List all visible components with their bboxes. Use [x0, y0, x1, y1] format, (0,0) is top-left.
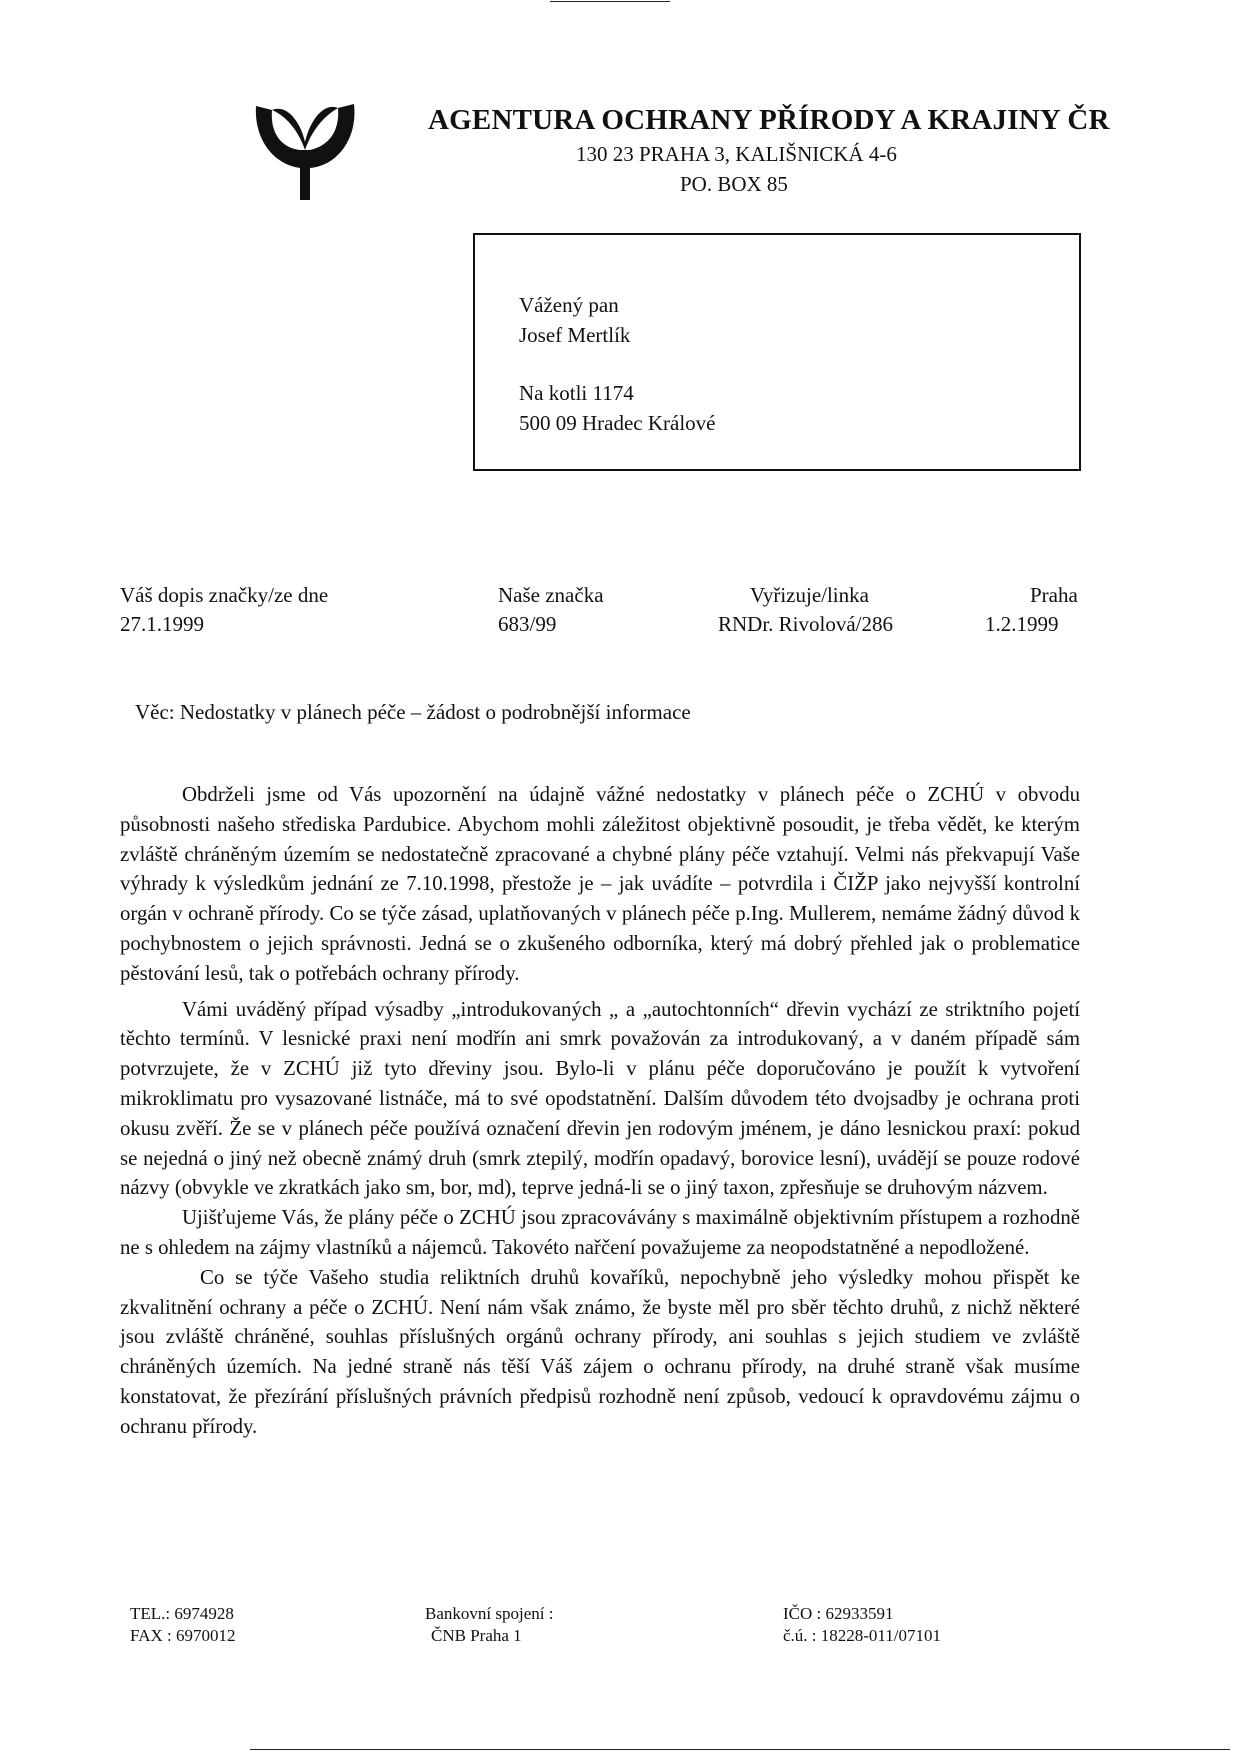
handled-by-value: RNDr. Rivolová/286 [718, 612, 894, 636]
org-address: 130 23 PRAHA 3, KALIŠNICKÁ 4-6 [576, 142, 897, 166]
leaf-emblem-icon [250, 98, 360, 206]
letter-body [120, 780, 1080, 1442]
body-paragraph: Obdrželi jsme od Vás upozornění na údajně vážné nedostatky v plánech péče o ZCHÚ v obvodu působnosti našeho střediska Pardubice. Abychom mohli záležitost objektivně posoudit, je třeba vědět, ke kterým zvláště chráněným územím se nedostatečně zpracované a chybné plány péče vztahují. Velmi nás překvapují Vaše výhrady k výsledkům jednání ze 7.10.1998, přestože je – jak uvádíte – potvrdila i ČIŽP jako nejvyšší kontrolní orgán v ochraně přírody. Co se týče zásad, uplatňovaných v plánech péče p.Ing. Mullerem, nemáme žádný důvod k pochybnostem o jejich správnosti. Jedná se o zkušeného odborníka, který má dobrý přehled jak o problematice pěstování lesů, tak o potřebách ochrany přírody. [120, 783, 1080, 985]
footer-account: č.ú. : 18228-011/07101 [783, 1626, 942, 1645]
recipient-street: Na kotli 1174 [519, 381, 634, 405]
footer-tel: TEL.: 6974928 [130, 1604, 234, 1623]
footer-ico: IČO : 62933591 [783, 1604, 894, 1623]
footer-ids [783, 1603, 941, 1647]
subject-line: Věc: Nedostatky v plánech péče – žádost o podrobnější informace [135, 700, 691, 724]
recipient-salutation: Vážený pan [519, 293, 619, 317]
place-label: Praha [1030, 583, 1078, 607]
top-scan-line [550, 1, 670, 2]
footer-fax: FAX : 6970012 [130, 1626, 236, 1645]
letter-date: 1.2.1999 [985, 612, 1059, 636]
your-letter-value: 27.1.1999 [120, 612, 204, 636]
recipient-city: 500 09 Hradec Králové [519, 411, 716, 435]
body-paragraph: Ujišťujeme Vás, že plány péče o ZCHÚ jsou zpracovávány s maximálně objektivním přístupem a rozhodně ne s ohledem na zájmy vlastníků a nájemců. Takovéto nařčení považujeme za neopodstatněné a nepodložené. [120, 1206, 1080, 1259]
your-letter-label: Váš dopis značky/ze dne [120, 583, 329, 607]
body-paragraph: Co se týče Vašeho studia reliktních druhů kovaříků, nepochybně jeho výsledky mohou přispět ke zkvalitnění ochrany a péče o ZCHÚ. Není nám však známo, že byste měl pro sběr těchto druhů, z nichž některé jsou zvláště chráněné, souhlas příslušných orgánů ochrany přírody, ani souhlas s jejich studiem ve zvláště chráněných územích. Na jedné straně nás těší Váš zájem o ochranu přírody, na druhé straně však musíme konstatovat, že přezírání příslušných právních předpisů rozhodně není způsob, vedoucí k opravdovému zájmu o ochranu přírody. [120, 1265, 1080, 1438]
org-name: AGENTURA OCHRANY PŘÍRODY A KRAJINY ČR [428, 104, 1110, 136]
handled-by-label: Vyřizuje/linka [750, 583, 869, 607]
footer-bank [425, 1603, 553, 1647]
footer-bank-value: ČNB Praha 1 [431, 1626, 522, 1645]
body-paragraph: Vámi uváděný případ výsadby „introdukovaných „ a „autochtonních“ dřevin vychází ze striktního pojetí těchto termínů. V lesnické praxi není modřín ani smrk považován za introdukovaný, a v daném případě sám potvrzujete, že v ZCHÚ již tyto dřeviny jsou. Bylo-li v plánu péče doporučováno je použít k vytvoření mikroklimatu pro vysazované listnáče, má to své opodstatnění. Dalším důvodem této dvojsadby je ochrana proti okusu zvěří. Že se v plánech péče používá označení dřevin jen rodovým jménem, je dáno lesnickou praxí: pokud se nejedná o jiný než obecně známý druh (smrk ztepilý, modřín opadavý, borovice lesní), uvádějí se pouze rodové názvy (obvykle ve zkratkách jako sm, bor, md), teprve jedná-li se o jiný taxon, zpřesňuje se druhovým názvem. [120, 997, 1080, 1200]
recipient-name: Josef Mertlík [519, 323, 631, 347]
bottom-scan-line [250, 1749, 1230, 1750]
recipient-address-box [473, 233, 1081, 471]
org-po-box: PO. BOX 85 [680, 172, 788, 196]
footer-bank-label: Bankovní spojení : [425, 1604, 554, 1623]
our-ref-label: Naše značka [498, 583, 604, 607]
footer-contact [130, 1603, 235, 1647]
our-ref-value: 683/99 [498, 612, 557, 636]
